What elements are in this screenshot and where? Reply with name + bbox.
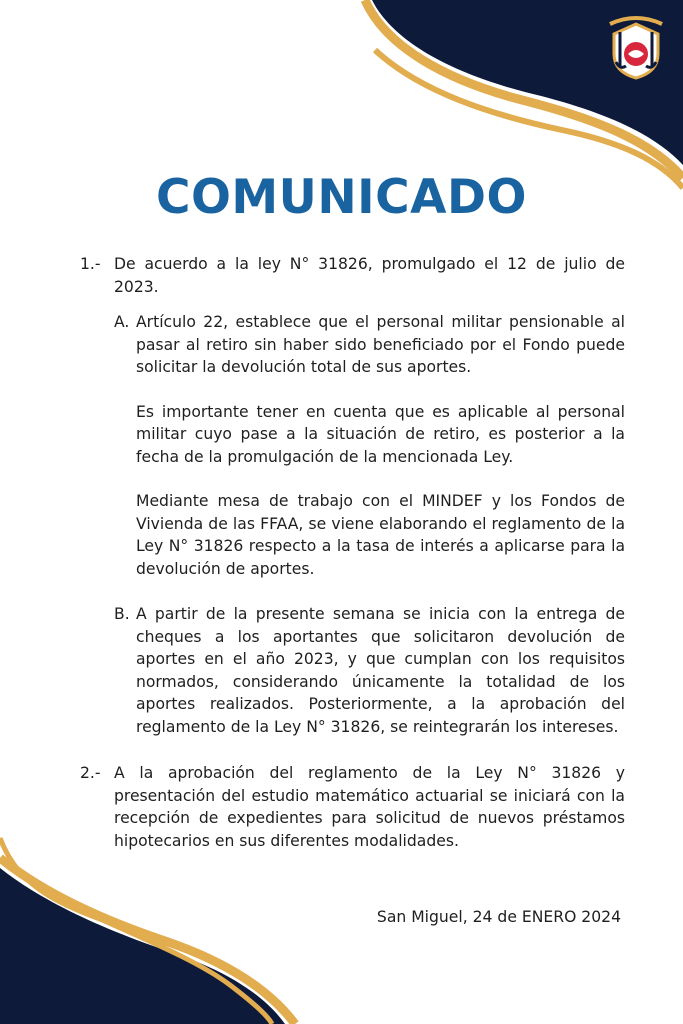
subitem-a [114, 311, 625, 379]
subitem-paragraph: Es importante tener en cuenta que es aplicable al personal militar cuyo pase a la situación de retiro, es posterior a la fecha de la promulgación de la mencionada Ley. [136, 402, 625, 466]
bottom-left-gold-stripe-lower [60, 900, 272, 1024]
list-item-number: 1.- [80, 255, 101, 273]
document-body [80, 253, 625, 852]
subitem-label: A. [114, 313, 130, 331]
bottom-left-navy-wave [0, 868, 285, 1024]
subitem-paragraph: Mediante mesa de trabajo con el MINDEF y los Fondos de Vivienda de las FFAA, se viene elaborando el reglamento de la Ley N° 31826 respecto a la tasa de interés a aplicarse para la devolución de aportes. [136, 492, 625, 578]
list-item-text: De acuerdo a la ley N° 31826, promulgado el 12 de julio de 2023. [114, 255, 625, 296]
bottom-left-gold-stripe [0, 858, 295, 1024]
signature-date: San Miguel, 24 de ENERO 2024 [376, 908, 621, 926]
document-title: COMUNICADO [155, 170, 528, 225]
naval-emblem-icon [600, 10, 672, 82]
list-item-1 [80, 253, 625, 298]
subitem-b [114, 603, 625, 738]
list-item-number: 2.- [80, 764, 101, 782]
list-item-text: A la aprobación del reglamento de la Ley N° 31826 y presentación del estudio matemático actuarial se iniciará con la recepción de expedientes para solicitud de nuevos préstamos hipotecarios en sus diferentes modalidades. [114, 764, 625, 850]
subitem-paragraph: Artículo 22, establece que el personal militar pensionable al pasar al retiro sin haber sido beneficiado por el Fondo puede solicitar la devolución total de sus aportes. [136, 313, 625, 376]
subitem-label: B. [114, 605, 130, 623]
list-item-2 [80, 762, 625, 852]
subitem-paragraph: A partir de la presente semana se inicia con la entrega de cheques a los aportantes que solicitaron devolución de aportes en el año 2023, y que cumplan con los requisitos normados, considerando únicamente la totalidad de los aportes realizados. Posteriormente, a la aprobación del reglamento de la Ley N° 31826, se reintegrarán los intereses. [136, 605, 625, 736]
